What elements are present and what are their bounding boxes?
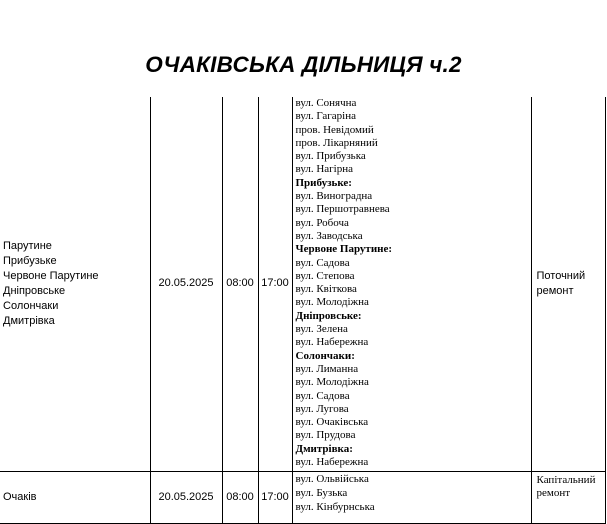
work-type-line: Поточний (536, 269, 586, 282)
street: вул. Садова (295, 389, 350, 402)
locality-heading: Дмитрівка: (295, 442, 353, 455)
street: вул. Лугова (295, 402, 349, 415)
locality: Очаків (3, 490, 37, 503)
locality-heading: Дніпровське: (295, 309, 362, 322)
street: вул. Квіткова (295, 283, 357, 296)
street: вул. Робоча (295, 216, 349, 229)
table-row (0, 97, 605, 471)
street: вул. Гагаріна (295, 110, 357, 123)
locality: Дмитрівка (3, 314, 55, 327)
outage-schedule-table (0, 97, 606, 524)
time-to-cell: 17:00 (258, 97, 292, 471)
street: вул. Набережна (295, 336, 369, 349)
locality-heading: Червоне Парутине: (295, 243, 393, 256)
table-row (0, 471, 605, 523)
locality: Дніпровське (3, 284, 66, 297)
street: вул. Садова (295, 256, 350, 269)
street: вул. Молодіжна (295, 376, 369, 389)
time-to-cell: 17:00 (258, 471, 292, 523)
work-type-line: ремонт (536, 284, 574, 297)
street: вул. Першотравнева (295, 203, 390, 216)
work-type-line: Капітальний (536, 473, 596, 486)
street: вул. Ольвійська (295, 472, 369, 485)
street: вул. Бузька (295, 486, 348, 499)
date-cell: 20.05.2025 (150, 471, 222, 523)
street: вул. Набережна (295, 456, 369, 469)
street: вул. Прибузька (295, 150, 366, 163)
work-type-cell (531, 97, 605, 471)
street: вул. Очаківська (295, 416, 369, 429)
street: вул. Лиманна (295, 362, 359, 375)
streets-cell (292, 471, 531, 523)
locality-heading: Прибузьке: (295, 176, 352, 189)
work-type-line: ремонт (536, 486, 571, 499)
time-from-cell: 08:00 (222, 97, 258, 471)
locality: Парутине (3, 239, 52, 252)
streets-cell (292, 97, 531, 471)
street: вул. Заводська (295, 229, 363, 242)
street: вул. Прудова (295, 429, 356, 442)
work-type-cell (531, 471, 605, 523)
page-title: ОЧАКІВСЬКА ДІЛЬНИЦЯ ч.2 (145, 52, 462, 77)
street: вул. Нагірна (295, 163, 353, 176)
time-from-cell: 08:00 (222, 471, 258, 523)
date-cell: 20.05.2025 (150, 97, 222, 471)
street: пров. Лікарняний (295, 136, 378, 149)
locality: Червоне Парутине (3, 269, 99, 282)
street: вул. Зелена (295, 323, 348, 336)
street: вул. Кінбурнська (295, 500, 375, 513)
street: вул. Степова (295, 269, 355, 282)
street: вул. Сонячна (295, 97, 357, 109)
locality-heading: Солончаки: (295, 349, 355, 362)
street: вул. Виноградна (295, 190, 373, 203)
localities-cell (0, 471, 150, 523)
locality: Прибузьке (3, 254, 57, 267)
locality: Солончаки (3, 299, 59, 312)
street: вул. Молодіжна (295, 296, 369, 309)
street: пров. Невідомий (295, 123, 374, 136)
localities-cell (0, 97, 150, 471)
